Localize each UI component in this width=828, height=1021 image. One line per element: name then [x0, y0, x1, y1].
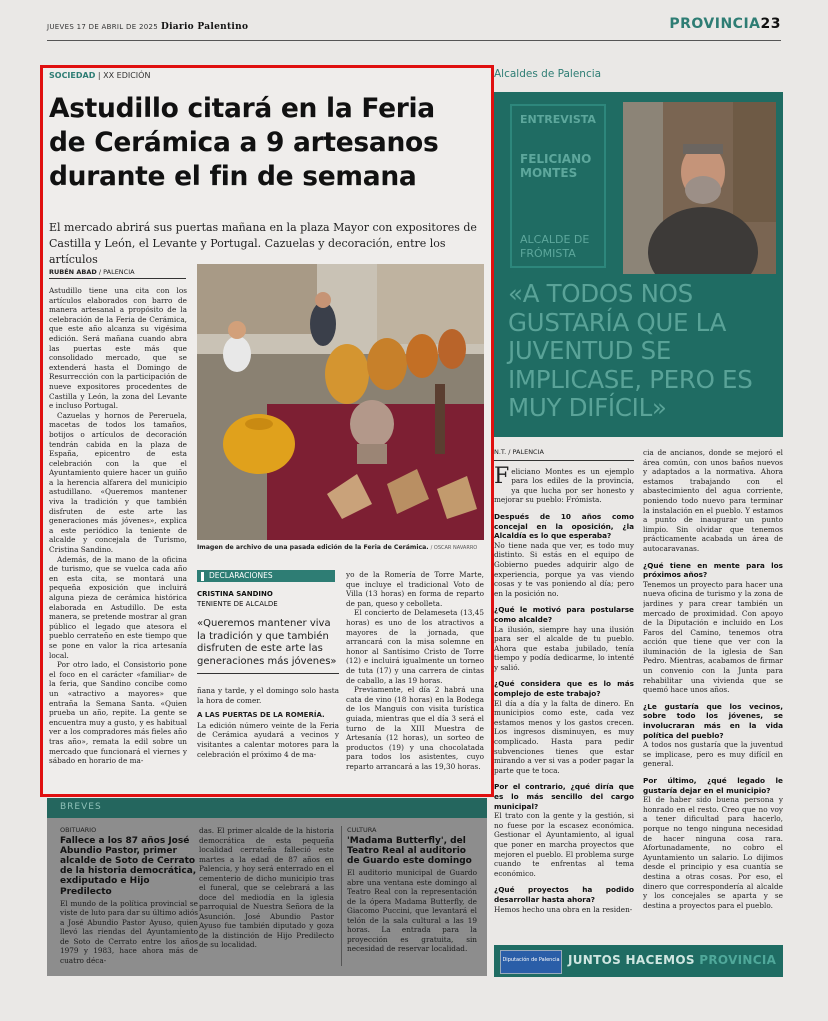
paragraph: Astudillo tiene una cita con los artículos elaborados con barro de manera artesanal a propósito de la celebración de la Feria de Cerámica, que este año alcanza su vigésima edición. Será mañana cuando abra las puertas este más que consolidado mercado, que se extenderá hasta el Domingo de Resurrección con la participación de nueve expositores procedentes de Castilla y León, la zona del Levante e incluso Portugal. — [49, 286, 187, 411]
interview-byline: N.T. / PALENCIA — [494, 448, 634, 461]
ceramics-photo-illustration — [197, 264, 484, 540]
interview-section-title: Alcaldes de Palencia — [494, 68, 602, 80]
answer: cia de ancianos, donde se mejoró el área común, con unos baños nuevos y adaptados a la normativa. Ahora estamos trabajando con el abastecimiento del agua corriente, poniendo todo nuevo para terminar la instalación en el pueblo. Y estamos a punto de inaugurar un punto limpio. Sin olvidar que tenemos prácticamente acabada un área de autocaravanas. — [643, 448, 783, 553]
brief-item-1-cont — [199, 826, 334, 972]
breves-header — [47, 798, 487, 818]
brief-category: OBITUARIO — [60, 826, 97, 834]
question: Por último, ¿qué legado le gustaría dejar en el municipio? — [643, 776, 783, 795]
answer: El trato con la gente y la gestión, si no fuese por la escasez económica. Gestionar el Ayuntamiento, al igual que poner en marcha proyectos que mejoren el pueblo. El problema surge cuando te enfrentas al tema económico. — [494, 811, 634, 878]
question: ¿Qué considera que es lo más complejo de este trabajo? — [494, 679, 634, 699]
paragraph: ñana y tarde, y el domingo solo hasta la hora de comer. — [197, 686, 339, 705]
question: ¿Qué tiene en mente para los próximos años? — [643, 560, 783, 580]
interviewee-role: ALCALDE DE FRÓMISTA — [520, 233, 590, 260]
diputacion-ad[interactable] — [494, 945, 783, 977]
interview-header[interactable] — [494, 92, 783, 437]
paragraph: El concierto de Delameseta (13,45 horas) es uno de los atractivos a mayores de la jornada, que arrancará con la misa solemne en honor al Santísimo Cristo de Torre (12) e incluirá igualmente un torneo de tuta (17) y una carrera de cintas de caballo, a las 19 horas. — [346, 608, 484, 685]
byline-author: RUBÉN ABAD — [49, 268, 97, 276]
ad-slogan — [568, 953, 776, 967]
portrait-illustration — [623, 102, 776, 274]
date-text: JUEVES 17 DE ABRIL DE 2025 — [47, 23, 158, 31]
interviewee-photo[interactable] — [623, 102, 776, 274]
header-section — [669, 16, 781, 32]
brief-category: CULTURA — [347, 826, 377, 834]
deck: El mercado abrirá sus puertas mañana en la plaza Mayor con expositores de Castilla y León, el Levante y Portugal. Cazuelas y decoración, entre los artículos — [49, 221, 477, 266]
interview-intro — [494, 463, 634, 505]
paper-name: Diario Palentino — [160, 22, 249, 32]
answer: No tiene nada que ver, es todo muy distinto. Si estás en el equipo de Gobierno puedes adquirir algo de experiencia, porque ya vas viendo cosas y te vas poniendo al día; pero en la posición no. — [494, 540, 634, 598]
logo-text: Diputación de Palencia — [502, 957, 560, 963]
answer: El de haber sido buena persona y honrado en el resto. Creo que no voy a tener dificultad para hacerlo, porque no tengo ninguna necesidad de hacer ninguna cosa rara. Afortunadamente, no cobro el Ayuntamiento un salario. Lo dijimos desde el principio y esa cuantía se destina a otras cosas. Por eso, el dinero que correspondería al alcalde y los concejales se aparta y se destina a proyectos para el pueblo. — [643, 795, 783, 910]
article-photo[interactable] — [197, 264, 484, 540]
interview-big-quote: «A TODOS NOS GUSTARÍA QUE LA JUVENTUD SE IMPLICASE, PERO ES MUY DIFÍCIL» — [508, 279, 753, 422]
answer: La ilusión, siempre hay una ilusión para ser el alcalde de tu pueblo. Ahora que estaba jubilado, tenía tiempo y podía dedicarme, lo intenté y salió. — [494, 624, 634, 672]
ad-text: JUNTOS HACEMOS — [568, 953, 695, 967]
brief-text: El mundo de la política provincial se viste de luto para dar su último adiós a José Abundio Pastor Ayuso, quien llevó las riendas del Ayuntamiento de Soto de Cerrato entre los años 1979 y 1983, hace ahora más de cuatro déca- — [60, 898, 198, 965]
answer: A todos nos gustaría que la juventud se implicase, pero es muy difícil en general. — [643, 740, 783, 769]
photo-caption — [197, 544, 484, 551]
section-label: SOCIEDAD — [49, 71, 96, 80]
interviewee-name: FELICIANO MONTES — [520, 152, 592, 180]
paragraph: Además, de la mano de la oficina de turismo, que se vuelca cada año en esta cita, se montará una pequeña exposición que incluirá alguna pieza de cerámica histórica elaborada en Astudillo. De esta manera, se pretende mostrar al gran público el legado que atesora el pueblo cerrateño en este tiempo que se pone en valor la rica artesanía local. — [49, 554, 187, 660]
dropcap: F — [494, 463, 510, 489]
brief-title: Fallece a los 87 años José Abundio Pastor, primer alcalde de Soto de Cerrato de la historia democrática, exdiputado e Hijo Predilecto — [60, 835, 197, 897]
diputacion-logo — [500, 950, 562, 974]
declaraciones-label: DECLARACIONES — [209, 571, 273, 580]
answer: El día a día y la falta de dinero. En municipios como este, cada vez estamos menos y los gastos crecen. Los ingresos disminuyen, es muy complicado. Hasta para pedir subvenciones tienes que estar mirando a ver si vas a poder pagar la parte que te toca. — [494, 698, 634, 775]
photo-credit: / OSCAR NAVARRO — [430, 545, 478, 551]
answer: Hemos hecho una obra en la residen- — [494, 904, 633, 914]
declaraciones-bar — [197, 570, 335, 582]
column-divider — [341, 826, 342, 966]
paragraph: yo de la Romería de Torre Marte, que incluye el tradicional Voto de Villa (13 horas) en forma de reparto de pan, queso y cebolleta. — [346, 570, 484, 608]
breves-section — [47, 818, 487, 976]
brief-text: El auditorio municipal de Guardo abre una ventana este domingo al Teatro Real con la representación de la ópera Madama Butterfly, de Giacomo Puccini, que levantará el telón de la sala cultural a las 19 horas. La entrada para la proyección es gratuita, sin necesidad de reservar localidad. — [347, 868, 477, 954]
question: ¿Le gustaría que los vecinos, sobre todo los jóvenes, se involucraran más en la vida política del pueblo? — [643, 701, 783, 740]
quote-author: CRISTINA SANDINO — [197, 590, 273, 598]
interview-column-1 — [494, 448, 634, 944]
pull-quote: «Queremos mantener viva la tradición y que también disfruten de este arte las generaciones más jóvenes» — [197, 618, 339, 674]
intro-text: eliciano Montes es un ejemplo para los ediles de la provincia, ya que lucha por ser honesto y mejorar su pueblo: Frómista. — [494, 466, 634, 505]
interview-label: ENTREVISTA — [520, 113, 596, 126]
article-section — [49, 71, 150, 80]
edition-label: | XX EDICIÓN — [97, 71, 151, 80]
paragraph: La edición número veinte de la Feria de Cerámica ayudará a vecinos y visitantes a calentar motores para la celebración el próximo 4 de ma- — [197, 720, 339, 759]
paragraph: Previamente, el día 2 habrá una cata de vino (18 horas) en la Bodega de los Manguis con visita turística guiada, mientras que el día 3 será el turno de la XIII Muestra de Artesanía (12 horas), un sorteo de productos (19) y una chocolatada para todos los asistentes, cuyo reparto arrancará a las 19,30 horas. — [346, 685, 484, 771]
question: ¿Qué proyectos ha podido desarrollar hasta ahora? — [494, 885, 634, 904]
brief-item-1[interactable] — [60, 826, 198, 972]
article-column-2 — [197, 686, 339, 790]
paragraph: Por otro lado, el Consistorio pone el foco en el carácter «familiar» de la feria, que Sandino concibe como un «atractivo a mayores» que entraña la Semana Santa. «Quien prueba un año, repite. La gente se encuentra muy a gusto, y es habitual ver a los compradores más fieles año tras año», remata la edil sobre un mercado que funcionará el viernes y sábado en horario de ma- — [49, 660, 187, 766]
ad-accent: PROVINCIA — [699, 953, 777, 967]
main-article[interactable] — [40, 65, 494, 797]
quote-author-role: TENIENTE DE ALCALDE — [197, 600, 278, 608]
marker-icon — [201, 572, 204, 581]
brief-text: das. El primer alcalde de la historia democrática de esta pequeña localidad cerrateña falleció este martes a la edad de 87 años en Palencia, y hoy será enterrado en el cementerio de dicho municipio tras el funeral, que se celebrará a las doce del mediodía en la iglesia parroquial de Nuestra Señora de la Asunción. José Abundio Pastor Ayuso fue también diputado y goza de la distinción de Hijo Predilecto de su localidad. — [199, 826, 334, 949]
paragraph: Cazuelas y hornos de Pereruela, macetas de todos los tamaños, botijos o artículos de decoración tendrán cabida en la plaza de España, epicentro de esta celebración con la que el Ayuntamiento quiere hacer un guiño a la herencia alfarera del municipio astudillano. «Queremos mantener viva la tradición y que también disfruten de este arte las generaciones más jóvenes», explica a este periódico la teniente de alcalde y concejala de Turismo, Cristina Sandino. — [49, 410, 187, 555]
article-column-1 — [49, 286, 187, 790]
answer: Tenemos un proyecto para hacer una nueva oficina de turismo y la zona de jardines y para crear también un mercado de proximidad. Con apoyo de la Diputación e incluido en Los Faros del Camino, tenemos otra acción que tiene que ver con la iluminación de la iglesia de San Pedro. Mientras, acabamos de firmar un convenio con la Junta para rehabilitar una vivienda que se quemó hace unos años. — [643, 579, 783, 695]
caption-text: Imagen de archivo de una pasada edición de la Feria de Cerámica. — [197, 544, 429, 551]
question: Por el contrario, ¿qué diría que es lo más sencillo del cargo municipal? — [494, 782, 634, 811]
byline — [49, 268, 186, 279]
article-column-3 — [346, 570, 484, 790]
page-number: 23 — [760, 16, 781, 32]
header-date — [47, 22, 248, 32]
page-header — [47, 16, 781, 41]
headline: Astudillo citará en la Feria de Cerámica a 9 artesanos durante el fin de semana — [49, 93, 439, 192]
breves-label: BREVES — [60, 802, 102, 812]
brief-item-2[interactable] — [347, 826, 477, 972]
question: ¿Qué le motivó para postularse como alcalde? — [494, 605, 634, 624]
byline-place: / PALENCIA — [98, 268, 135, 276]
question: Después de 10 años como concejal en la oposición, ¿la Alcaldía es lo que esperaba? — [494, 511, 634, 541]
section-name: PROVINCIA — [669, 16, 761, 32]
brief-title: 'Madama Butterfly', del Teatro Real al auditorio de Guardo este domingo — [347, 835, 472, 866]
subheading: A LAS PUERTAS DE LA ROMERÍA. — [197, 711, 325, 720]
interview-column-2 — [643, 448, 783, 938]
